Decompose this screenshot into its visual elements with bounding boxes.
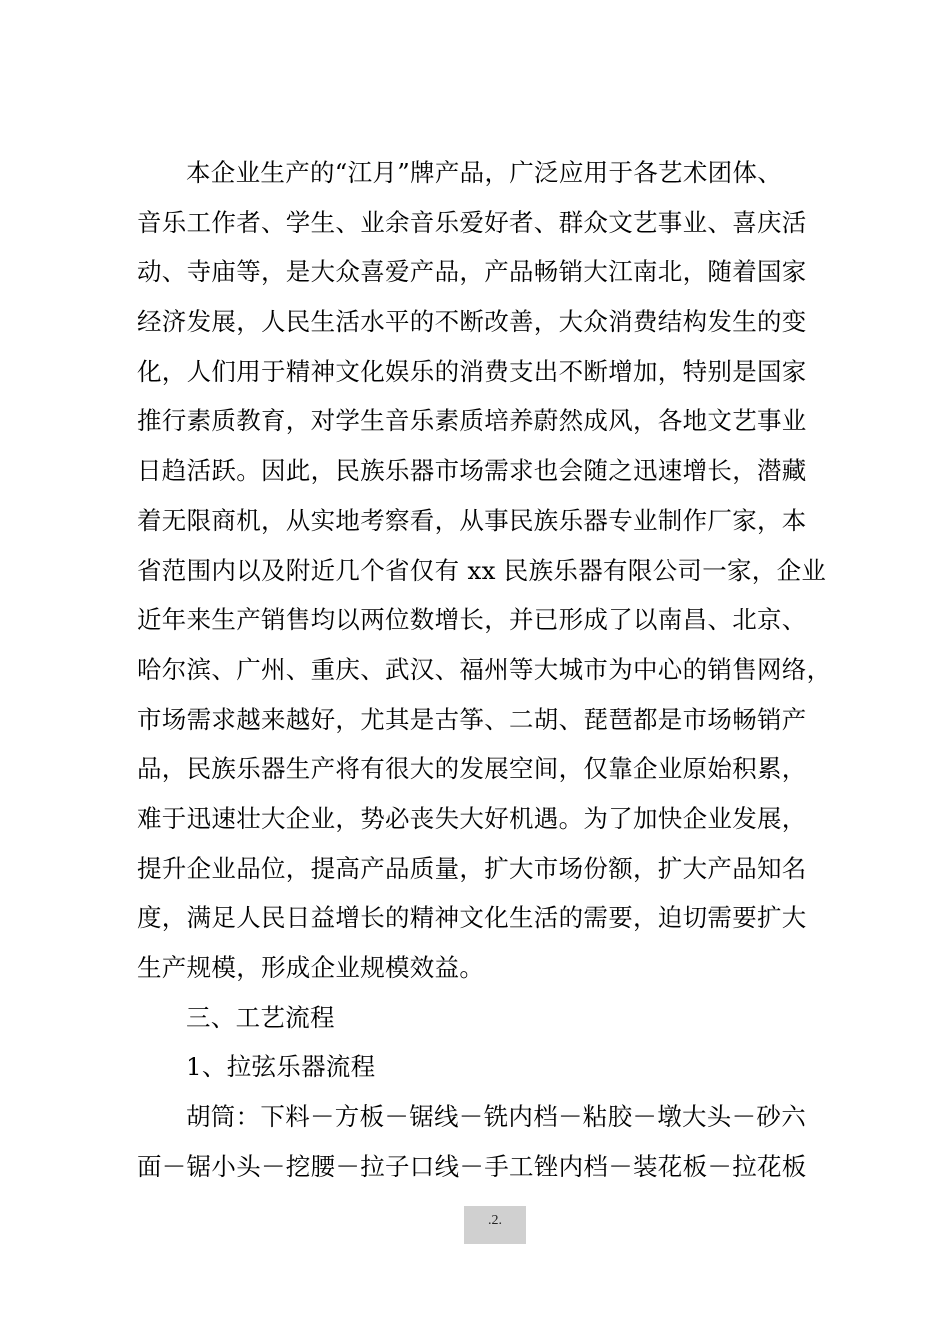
paragraph-line: 难于迅速壮大企业，势必丧失大好机遇。为了加快企业发展， — [137, 803, 807, 833]
document-body — [137, 148, 832, 1191]
page-number: .2. — [464, 1206, 526, 1244]
paragraph-line: 省范围内以及附近几个省仅有 xx 民族乐器有限公司一家，企业 — [137, 555, 827, 585]
paragraph-line: 着无限商机，从实地考察看，从事民族乐器专业制作厂家，本 — [137, 505, 807, 535]
paragraph-line: 提升企业品位，提高产品质量，扩大市场份额，扩大产品知名 — [137, 853, 807, 883]
paragraph-line: 日趋活跃。因此，民族乐器市场需求也会随之迅速增长，潜藏 — [137, 456, 807, 486]
paragraph-line: 生产规模，形成企业规模效益。 — [137, 953, 485, 982]
paragraph-line: 音乐工作者、学生、业余音乐爱好者、群众文艺事业、喜庆活 — [137, 207, 807, 237]
process-line: 胡筒：下料－方板－锯线－铣内档－粘胶－墩大头－砂六 — [186, 1102, 806, 1132]
paragraph-line: 品，民族乐器生产将有很大的发展空间，仅靠企业原始积累， — [137, 754, 807, 784]
paragraph-line: 化，人们用于精神文化娱乐的消费支出不断增加，特别是国家 — [137, 356, 807, 386]
paragraph-line: 市场需求越来越好，尤其是古筝、二胡、琵琶都是市场畅销产 — [137, 704, 807, 734]
paragraph-line: 近年来生产销售均以两位数增长，并已形成了以南昌、北京、 — [137, 605, 807, 635]
paragraph-line: 度，满足人民日益增长的精神文化生活的需要，迫切需要扩大 — [137, 903, 807, 933]
paragraph-line: 推行素质教育，对学生音乐素质培养蔚然成风，各地文艺事业 — [137, 406, 807, 436]
paragraph-line: 动、寺庙等，是大众喜爱产品，产品畅销大江南北，随着国家 — [137, 257, 807, 287]
subheading: 1、拉弦乐器流程 — [186, 1052, 376, 1082]
process-line: 面－锯小头－挖腰－拉子口线－手工锉内档－装花板－拉花板 — [137, 1151, 807, 1181]
section-heading: 三、工艺流程 — [186, 1002, 335, 1032]
paragraph-line: 本企业生产的“江月”牌产品，广泛应用于各艺术团体、 — [186, 158, 783, 187]
paragraph-line: 经济发展，人民生活水平的不断改善，大众消费结构发生的变 — [137, 307, 807, 337]
paragraph-line: 哈尔滨、广州、重庆、武汉、福州等大城市为中心的销售网络， — [137, 654, 832, 684]
